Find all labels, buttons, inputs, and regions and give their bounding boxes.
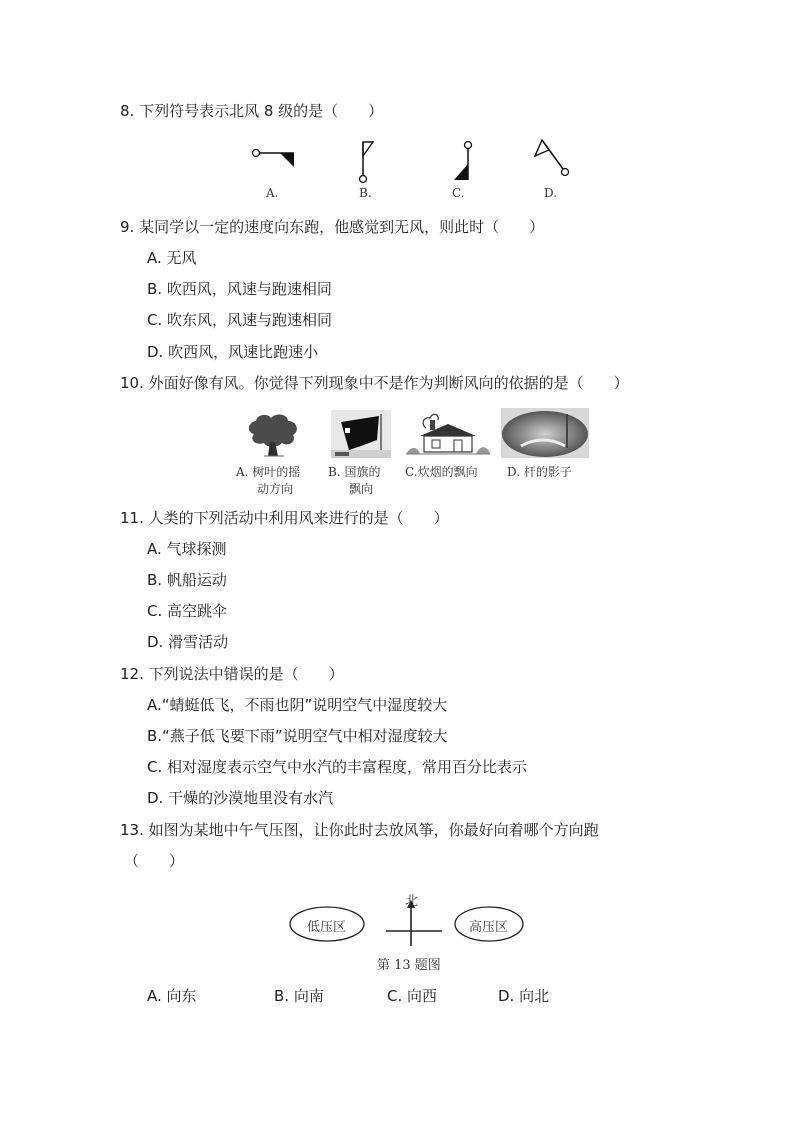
q9-option-b: B. 吹西风，风速与跑速相同	[147, 280, 332, 298]
q13-option-b: B. 向南	[274, 987, 324, 1005]
q11-option-c: C. 高空跳伞	[147, 602, 228, 620]
wind-symbol-a	[250, 143, 300, 169]
wind-symbol-b	[357, 138, 381, 184]
pole-shadow-picture	[501, 408, 589, 458]
q8-option-d-label: D.	[544, 186, 558, 200]
q13-option-a: A. 向东	[147, 987, 197, 1005]
q12-option-a: A.“蜻蜓低飞，不雨也阴”说明空气中湿度较大	[147, 696, 448, 714]
q13-stem: 13. 如图为某地中午气压图，让你此时去放风筝，你最好向着哪个方向跑	[120, 821, 599, 839]
house-smoke-picture	[406, 408, 490, 458]
q8-option-c-label: C.	[452, 186, 465, 200]
q13-answer-bracket: （ ）	[124, 852, 185, 870]
q10-caption-d: D. 杆的影子	[507, 465, 572, 479]
q10-caption-b-2: 飘向	[349, 482, 374, 496]
q9-stem: 9. 某同学以一定的速度向东跑，他感觉到无风，则此时（ ）	[120, 218, 545, 236]
q11-option-d: D. 滑雪活动	[147, 633, 229, 651]
q12-stem: 12. 下列说法中错误的是（ ）	[120, 665, 344, 683]
q8-option-a-label: A.	[266, 186, 279, 200]
low-pressure-label: 低压区	[307, 920, 347, 935]
q10-caption-c: C.炊烟的飘向	[405, 465, 478, 479]
figure-caption: 第 13 题图	[377, 958, 441, 973]
q12-option-d: D. 干燥的沙漠地里没有水汽	[147, 789, 334, 807]
q9-option-d: D. 吹西风，风速比跑速小	[147, 343, 319, 361]
tree-picture	[244, 412, 302, 458]
q10-caption-a-1: A. 树叶的摇	[236, 465, 301, 479]
q11-stem: 11. 人类的下列活动中利用风来进行的是（ ）	[120, 509, 449, 527]
q13-option-d: D. 向北	[498, 987, 550, 1005]
flag-picture	[331, 410, 391, 458]
wind-symbol-d	[532, 136, 572, 178]
q10-stem: 10. 外面好像有风。你觉得下列现象中不是作为判断风向的依据的是（ ）	[120, 374, 629, 392]
q12-option-c: C. 相对湿度表示空气中水汽的丰富程度，常用百分比表示	[147, 758, 528, 776]
q8-option-b-label: B.	[359, 186, 372, 200]
high-pressure-label: 高压区	[469, 920, 509, 935]
q11-option-a: A. 气球探测	[147, 540, 227, 558]
wind-symbol-c	[448, 138, 478, 184]
q10-caption-a-2: 动方向	[257, 482, 294, 496]
q11-option-b: B. 帆船运动	[147, 571, 227, 589]
q9-option-a: A. 无风	[147, 249, 197, 267]
q8-stem: 8. 下列符号表示北风 8 级的是（ ）	[120, 102, 384, 120]
q10-caption-b-1: B. 国旗的	[328, 465, 381, 479]
north-label: 北	[405, 894, 419, 909]
q9-option-c: C. 吹东风，风速与跑速相同	[147, 311, 333, 329]
q12-option-b: B.“燕子低飞要下雨”说明空气中相对湿度较大	[147, 727, 448, 745]
q13-option-c: C. 向西	[387, 987, 438, 1005]
